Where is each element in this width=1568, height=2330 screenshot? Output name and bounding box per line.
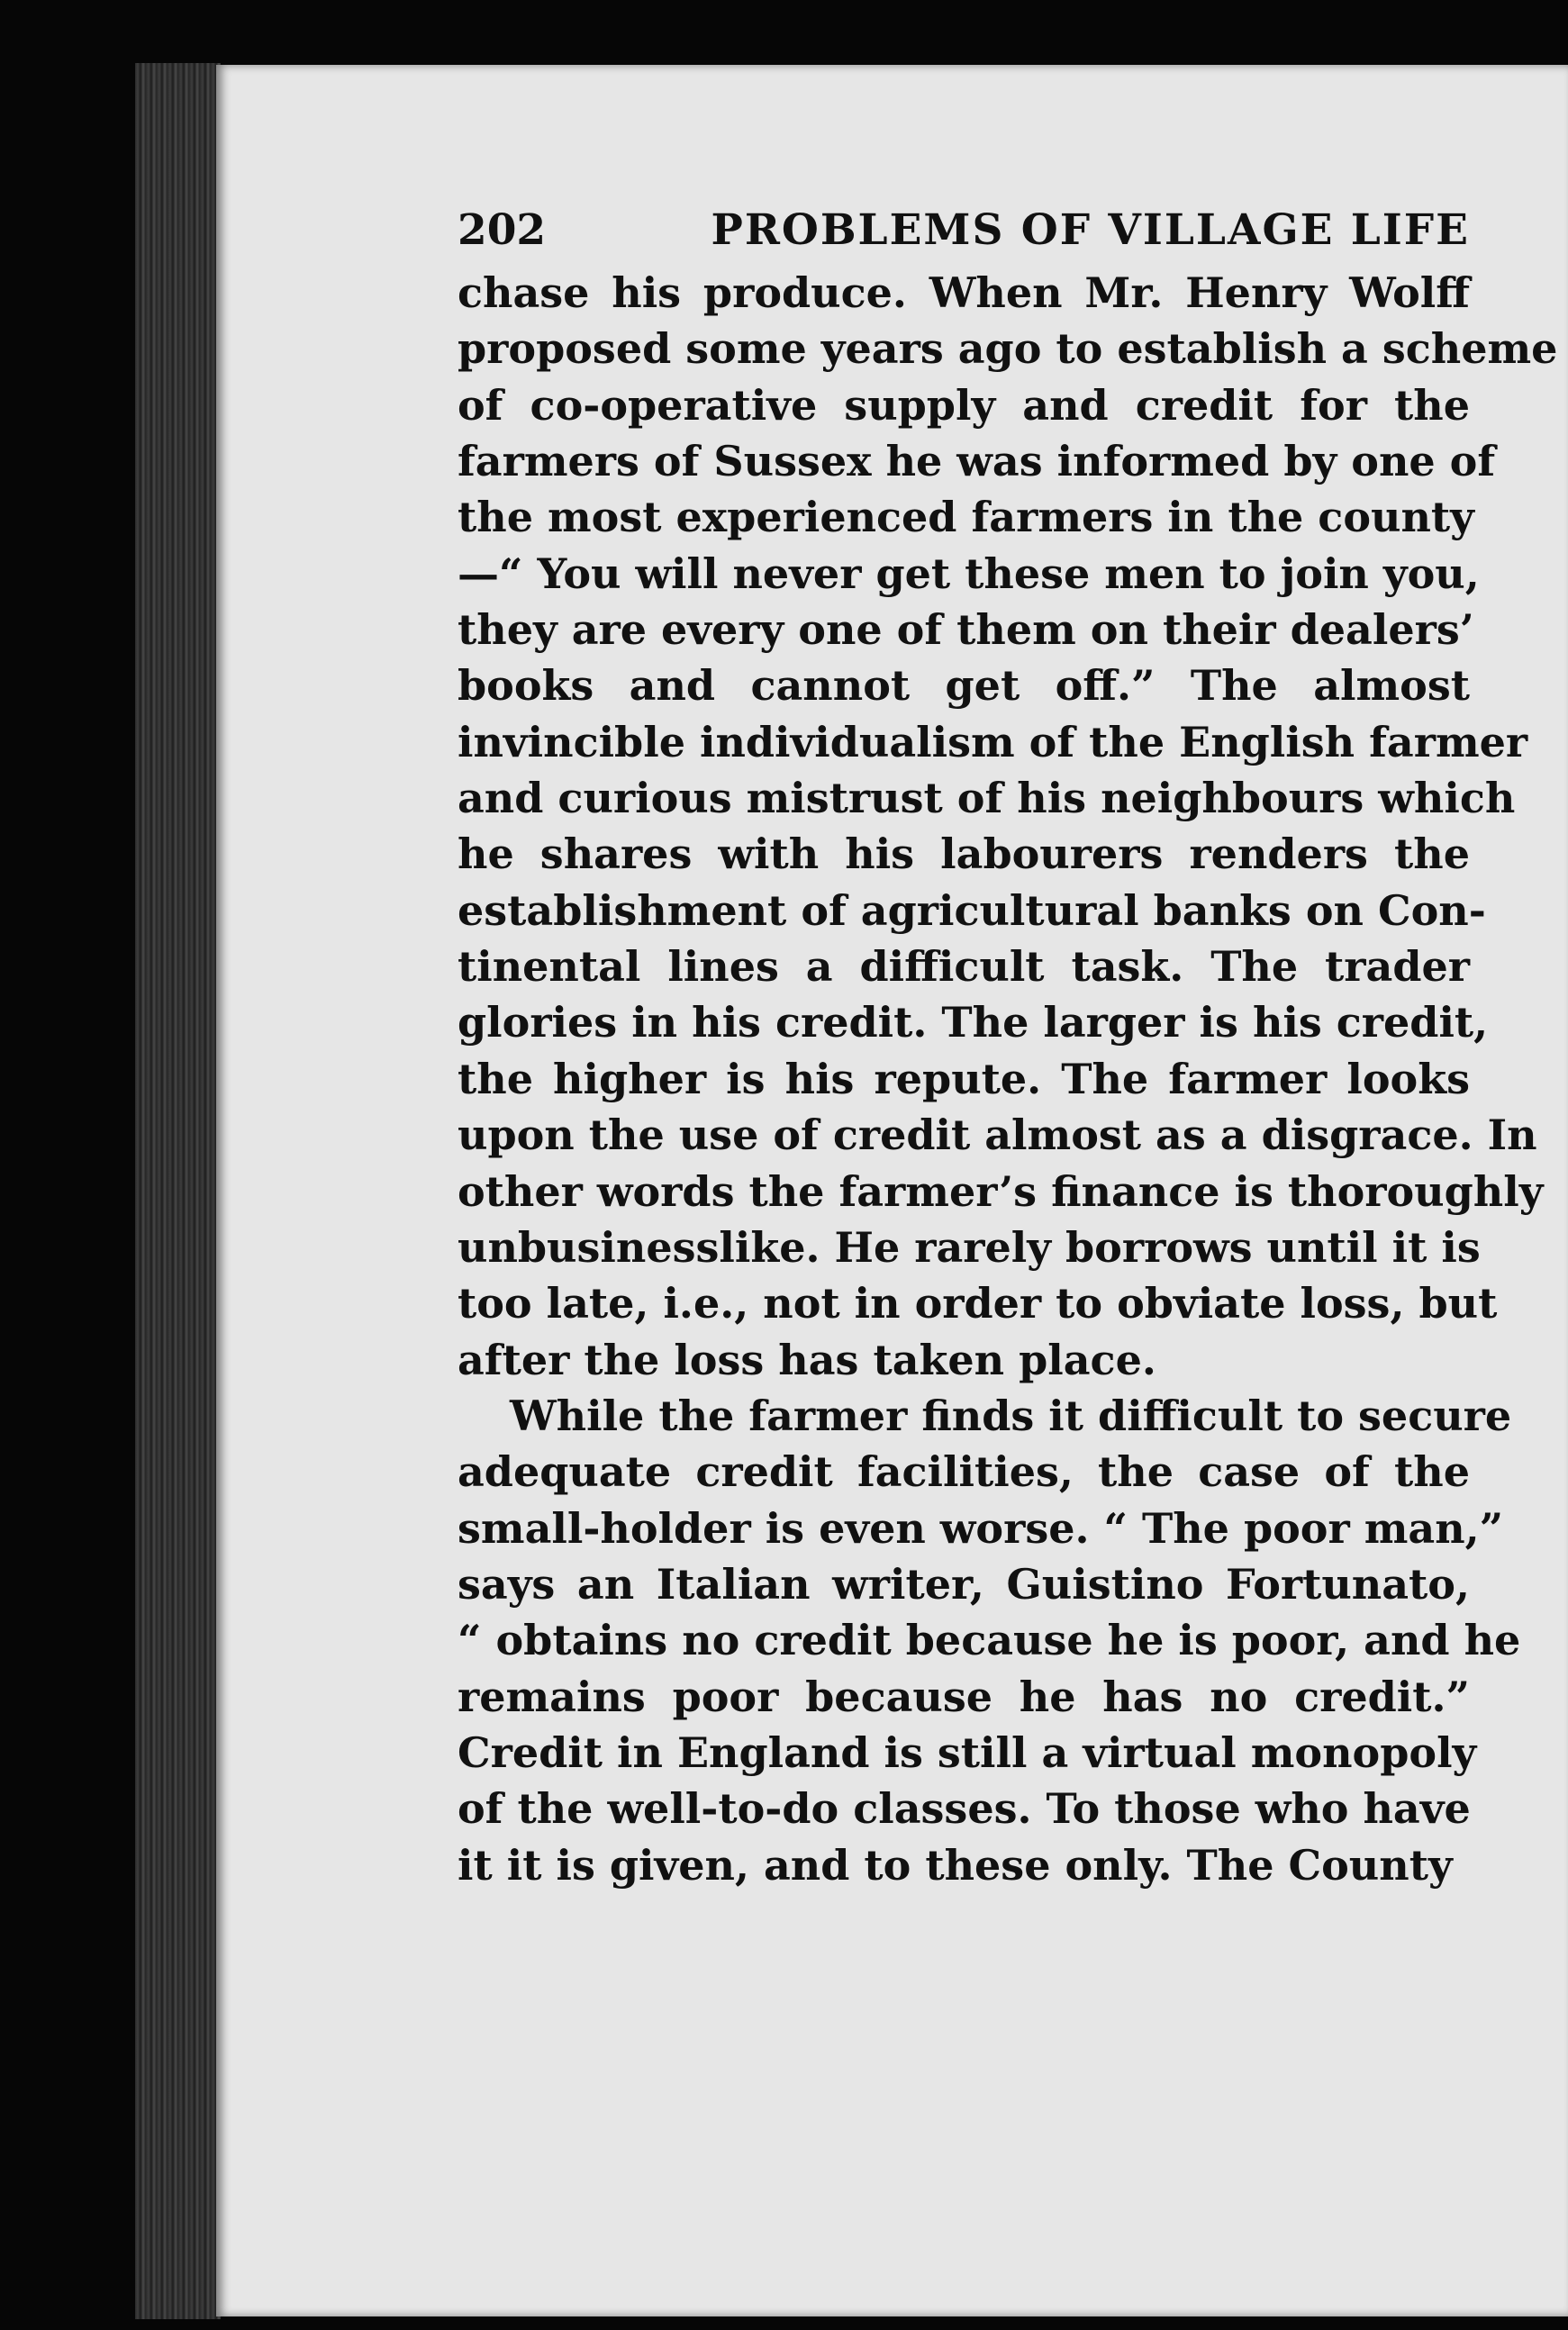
running-head (458, 196, 1470, 265)
paragraph (458, 265, 1558, 1388)
text-line: Credit in England is still a virtual monopoly (458, 1727, 1477, 1777)
text-line: farmers of Sussex he was informed by one of (458, 437, 1496, 486)
text-line: establishment of agricultural banks on Con- (458, 885, 1486, 935)
text-line: While the farmer finds it difficult to secure (510, 1391, 1512, 1440)
text-line: unbusinesslike. He rarely borrows until it is (458, 1222, 1481, 1272)
text-line: too late, i.e., not in order to obviate loss, but (458, 1279, 1498, 1328)
text-line: it it is given, and to these only. The County (458, 1840, 1453, 1890)
text-line: of the well-to-do classes. To those who have (458, 1784, 1471, 1834)
text-line: they are every one of them on their dealers’ (458, 605, 1474, 655)
text-line: after the loss has taken place. (458, 1335, 1156, 1384)
text-line: of co-operative supply and credit for the (458, 380, 1470, 430)
text-line: other words the farmer’s finance is thoroughly (458, 1166, 1544, 1216)
paragraph (458, 1388, 1521, 1893)
text-line: chase his produce. When Mr. Henry Wolff (458, 268, 1470, 317)
text-line: —“ You will never get these men to join you, (458, 549, 1480, 598)
text-line: upon the use of credit almost as a disgrace. In (458, 1111, 1537, 1160)
text-line: says an Italian writer, Guistino Fortunato, (458, 1559, 1470, 1609)
running-head-title: PROBLEMS OF VILLAGE LIFE (711, 205, 1470, 255)
text-line: remains poor because he has no credit.” (458, 1672, 1470, 1721)
text-line: “ obtains no credit because he is poor, and he (458, 1616, 1521, 1665)
text-line: the most experienced farmers in the county (458, 493, 1474, 542)
page-text-block (458, 196, 1558, 1893)
text-line: the higher is his repute. The farmer looks (458, 1054, 1470, 1103)
text-line: invincible individualism of the English farmer (458, 717, 1528, 766)
text-line: tinental lines a difficult task. The trader (458, 942, 1470, 992)
page-number: 202 (458, 205, 547, 255)
text-line: and curious mistrust of his neighbours which (458, 774, 1516, 823)
text-line: glories in his credit. The larger is his credit, (458, 998, 1489, 1047)
text-line: small-holder is even worse. “ The poor man,” (458, 1503, 1504, 1553)
text-line: proposed some years ago to establish a scheme (458, 324, 1558, 374)
text-line: adequate credit facilities, the case of the (458, 1447, 1470, 1497)
body-text (458, 265, 1558, 1893)
page-edge-stack (135, 63, 221, 2319)
text-line: he shares with his labourers renders the (458, 830, 1470, 879)
text-line: books and cannot get off.” The almost (458, 661, 1470, 711)
